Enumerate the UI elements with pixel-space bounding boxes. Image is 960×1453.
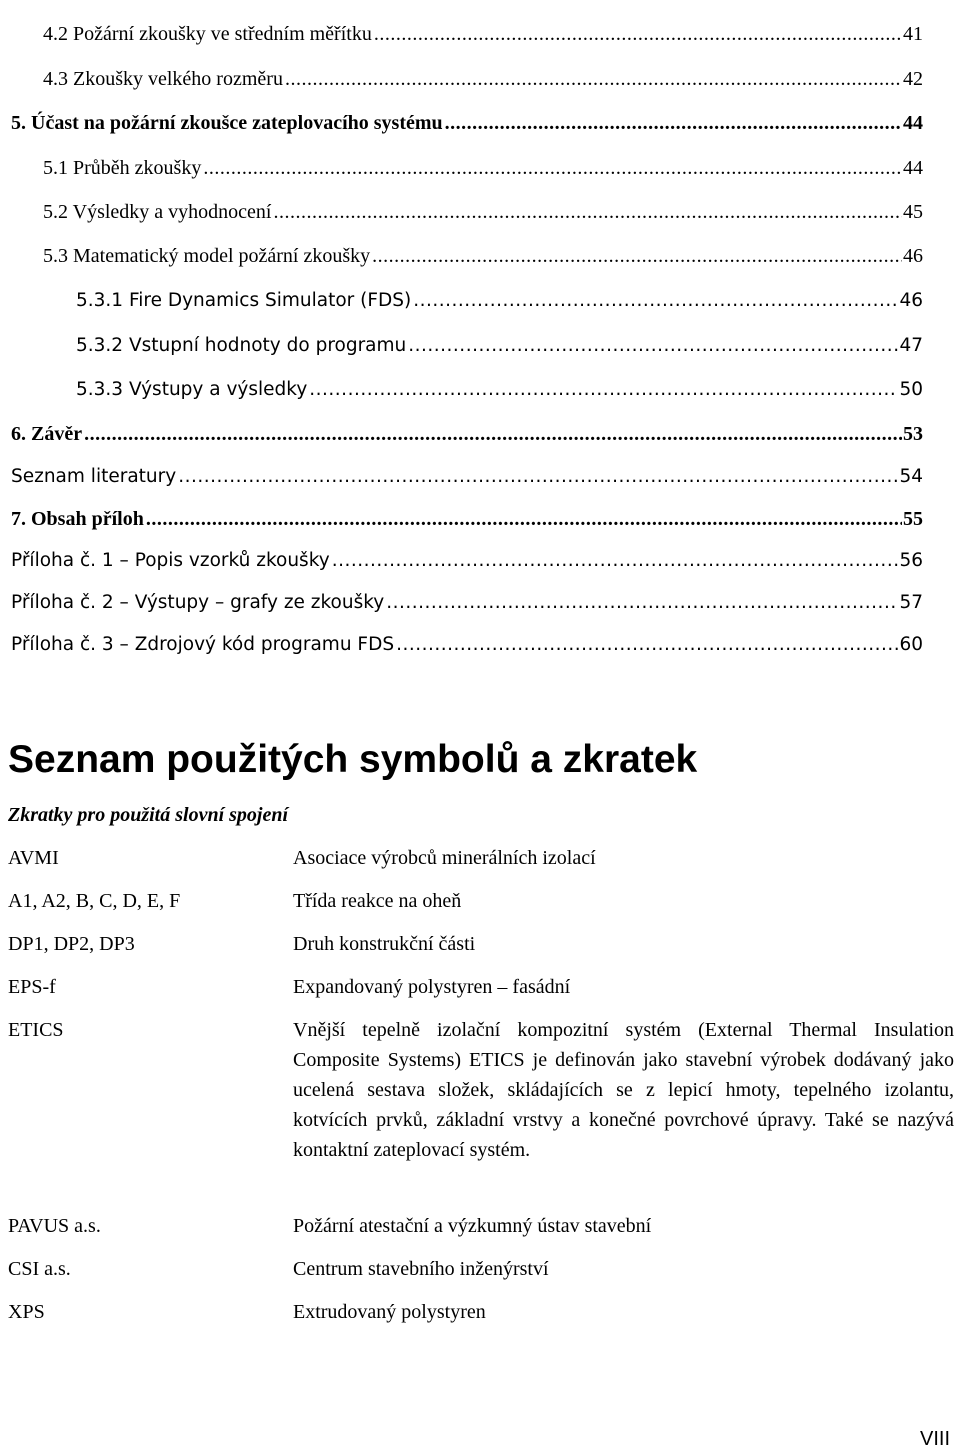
toc-entry[interactable] xyxy=(43,241,923,271)
toc-entry[interactable] xyxy=(11,462,923,492)
page-number: VIII xyxy=(920,1428,951,1450)
toc-entry[interactable] xyxy=(43,64,923,94)
subsection-heading: Zkratky pro použitá slovní spojení xyxy=(8,804,289,826)
toc-entry-page: 53 xyxy=(903,423,923,445)
abbreviation-term: AVMI xyxy=(8,847,59,869)
toc-leader-dots xyxy=(285,64,902,94)
toc-entry-page: 47 xyxy=(899,335,923,356)
toc-entry[interactable] xyxy=(76,286,923,316)
toc-leader-dots xyxy=(445,108,902,138)
abbreviation-term: PAVUS a.s. xyxy=(8,1215,101,1237)
toc-entry-page: 44 xyxy=(903,157,923,179)
toc-entry-label: Příloha č. 3 – Zdrojový kód programu FDS xyxy=(11,634,395,655)
toc-leader-dots xyxy=(146,504,902,534)
toc-entry-page: 55 xyxy=(903,508,923,530)
abbreviation-term: XPS xyxy=(8,1301,45,1323)
toc-leader-dots xyxy=(332,546,899,576)
toc-entry[interactable] xyxy=(43,153,923,183)
toc-entry-page: 50 xyxy=(899,379,923,400)
toc-entry-label: 5.3.3 Výstupy a výsledky xyxy=(76,379,308,400)
toc-entry-label: 6. Závěr xyxy=(11,423,83,445)
toc-entry-label: 5.3.1 Fire Dynamics Simulator (FDS) xyxy=(76,290,412,311)
toc-entry-label: 5.3.2 Vstupní hodnoty do programu xyxy=(76,335,407,356)
toc-entry-page: 45 xyxy=(903,201,923,223)
abbreviation-term: A1, A2, B, C, D, E, F xyxy=(8,890,181,912)
abbreviation-definition: Centrum stavebního inženýrství xyxy=(293,1258,549,1280)
abbreviation-definition: Druh konstrukční části xyxy=(293,933,476,955)
abbreviation-term: CSI a.s. xyxy=(8,1258,71,1280)
toc-entry-page: 57 xyxy=(899,592,923,613)
toc-entry-label: 4.3 Zkoušky velkého rozměru xyxy=(43,68,283,90)
toc-entry-page: 42 xyxy=(903,68,923,90)
toc-entry-page: 54 xyxy=(899,466,923,487)
abbreviation-definition: Asociace výrobců minerálních izolací xyxy=(293,847,596,869)
abbreviation-term: ETICS xyxy=(8,1019,64,1041)
abbreviation-definition: Extrudovaný polystyren xyxy=(293,1301,486,1323)
abbreviation-term: EPS-f xyxy=(8,976,56,998)
toc-entry-label: 5.1 Průběh zkoušky xyxy=(43,157,202,179)
toc-entry-page: 46 xyxy=(903,245,923,267)
section-heading: Seznam použitých symbolů a zkratek xyxy=(8,738,698,781)
toc-entry-label: 5.2 Výsledky a vyhodnocení xyxy=(43,201,272,223)
toc-entry-label: Seznam literatury xyxy=(11,466,177,487)
toc-leader-dots xyxy=(374,19,902,49)
toc-entry-label: 5. Účast na požární zkoušce zateplovacího systému xyxy=(11,112,443,134)
toc-entry[interactable] xyxy=(76,331,923,361)
toc-entry-label: Příloha č. 2 – Výstupy – grafy ze zkoušky xyxy=(11,592,385,613)
toc-leader-dots xyxy=(178,462,898,492)
toc-leader-dots xyxy=(396,630,898,660)
toc-entry-page: 60 xyxy=(899,634,923,655)
toc-leader-dots xyxy=(413,286,898,316)
toc-entry-page: 46 xyxy=(899,290,923,311)
toc-entry-label: 5.3 Matematický model požární zkoušky xyxy=(43,245,371,267)
toc-leader-dots xyxy=(309,375,898,405)
toc-entry-label: 4.2 Požární zkoušky ve středním měřítku xyxy=(43,23,372,45)
toc-entry[interactable] xyxy=(43,19,923,49)
toc-entry-page: 56 xyxy=(899,550,923,571)
toc-leader-dots xyxy=(84,419,902,449)
abbreviation-definition: Třída reakce na oheň xyxy=(293,890,462,912)
toc-entry[interactable] xyxy=(11,504,923,534)
toc-entry-label: 7. Obsah příloh xyxy=(11,508,144,530)
toc-entry[interactable] xyxy=(11,419,923,449)
abbreviation-term: DP1, DP2, DP3 xyxy=(8,933,135,955)
toc-entry[interactable] xyxy=(11,546,923,576)
abbreviation-definition: Vnější tepelně izolační kompozitní systém (External Thermal Insulation Composite Systems) ETICS je definován jako stavební výrobek dodávaný jako ucelená sestava složek, skládajících se z lepicí hmoty, tepelného izolantu, kotvících prvků, základní vrstvy a konečné povrchové úpravy. Také se nazývá kontaktní zateplovací systém. xyxy=(293,1019,954,1161)
toc-entry[interactable] xyxy=(11,108,923,138)
toc-entry[interactable] xyxy=(11,588,923,618)
toc-entry-page: 44 xyxy=(903,112,923,134)
abbreviation-definition: Expandovaný polystyren – fasádní xyxy=(293,976,571,998)
toc-leader-dots xyxy=(203,153,902,183)
toc-leader-dots xyxy=(386,588,898,618)
toc-leader-dots xyxy=(408,331,898,361)
toc-entry[interactable] xyxy=(76,375,923,405)
toc-entry[interactable] xyxy=(11,630,923,660)
toc-entry[interactable] xyxy=(43,197,923,227)
toc-entry-label: Příloha č. 1 – Popis vzorků zkoušky xyxy=(11,550,330,571)
toc-leader-dots xyxy=(372,241,902,271)
toc-leader-dots xyxy=(274,197,903,227)
toc-entry-page: 41 xyxy=(903,23,923,45)
abbreviation-definition: Požární atestační a výzkumný ústav stavební xyxy=(293,1215,652,1237)
